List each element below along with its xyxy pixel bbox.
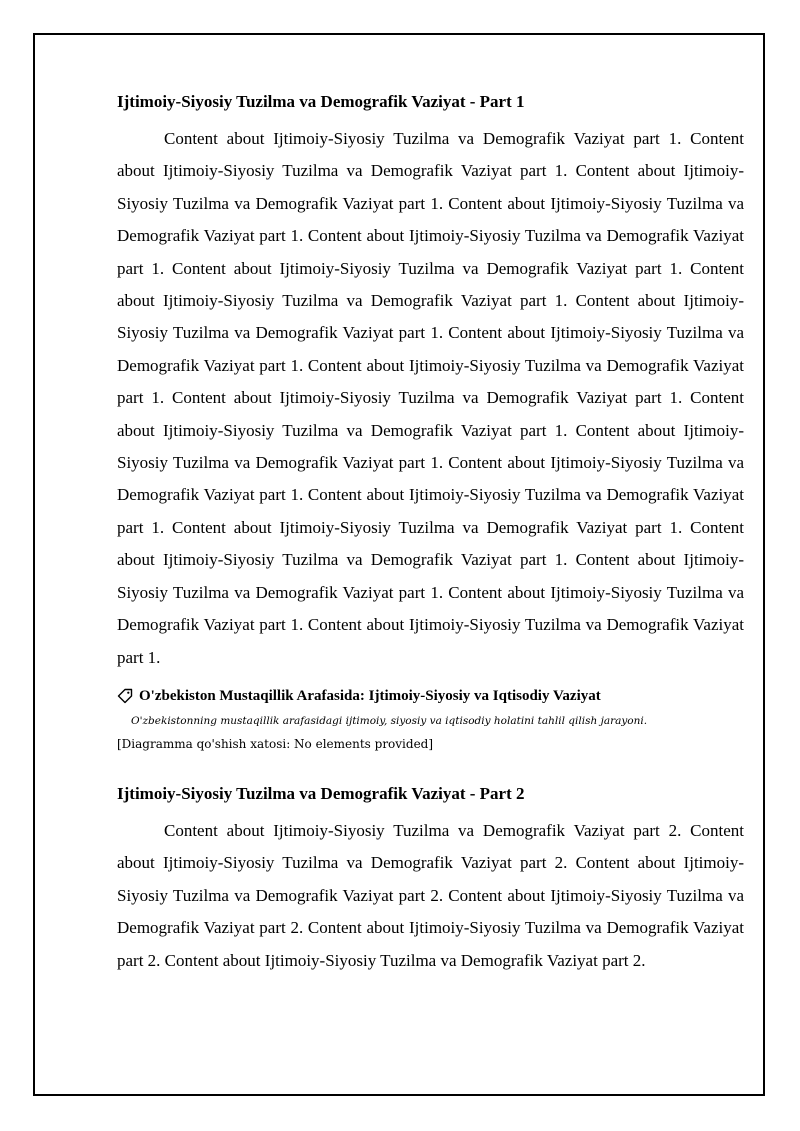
section-heading-part-2: Ijtimoiy-Siyosiy Tuzilma va Demografik Vaziyat - Part 2 <box>117 783 525 803</box>
section-heading-part-1: Ijtimoiy-Siyosiy Tuzilma va Demografik Vaziyat - Part 1 <box>117 92 525 111</box>
diagram-block <box>117 686 744 753</box>
diagram-description: O'zbekistonning mustaqillik arafasidagi ijtimoiy, siyosiy va iqtisodiy holatini tahlil qilish jarayoni. <box>131 714 648 727</box>
diagram-error-message: [Diagramma qo'shish xatosi: No elements provided] <box>117 736 434 751</box>
diagram-title-row <box>117 686 744 706</box>
section-paragraph-part-1: Content about Ijtimoiy-Siyosiy Tuzilma va Demografik Vaziyat part 1. Content about Ijtimoiy-Siyosiy Tuzilma va Demografik Vaziyat part 1. Content about Ijtimoiy-Siyosiy Tuzilma va Demografik Vaziyat part 1. Content about Ijtimoiy-Siyosiy Tuzilma va Demografik Vaziyat part 1. Content about Ijtimoiy-Siyosiy Tuzilma va Demografik Vaziyat part 1. Content about Ijtimoiy-Siyosiy Tuzilma va Demografik Vaziyat part 1. Content about Ijtimoiy-Siyosiy Tuzilma va Demografik Vaziyat part 1. Content about Ijtimoiy-Siyosiy Tuzilma va Demografik Vaziyat part 1. Content about Ijtimoiy-Siyosiy Tuzilma va Demografik Vaziyat part 1. Content about Ijtimoiy-Siyosiy Tuzilma va Demografik Vaziyat part 1. Content about Ijtimoiy-Siyosiy Tuzilma va Demografik Vaziyat part 1. Content about Ijtimoiy-Siyosiy Tuzilma va Demografik Vaziyat part 1. Content about Ijtimoiy-Siyosiy Tuzilma va Demografik Vaziyat part 1. Content about Ijtimoiy-Siyosiy Tuzilma va Demografik Vaziyat part 1. Content about Ijtimoiy-Siyosiy Tuzilma va Demografik Vaziyat part 1. Content about Ijtimoiy-Siyosiy Tuzilma va Demografik Vaziyat part 1. Content about Ijtimoiy-Siyosiy Tuzilma va Demografik Vaziyat part 1. Content about Ijtimoiy-Siyosiy Tuzilma va Demografik Vaziyat part 1. Content about Ijtimoiy-Siyosiy Tuzilma va Demografik Vaziyat part 1. Content about Ijtimoiy-Siyosiy Tuzilma va Demografik Vaziyat part 1. <box>117 129 744 667</box>
tag-icon <box>117 688 133 704</box>
document-content <box>117 91 744 977</box>
page-frame <box>33 33 765 1096</box>
section-paragraph-part-2: Content about Ijtimoiy-Siyosiy Tuzilma va Demografik Vaziyat part 2. Content about Ijtimoiy-Siyosiy Tuzilma va Demografik Vaziyat part 2. Content about Ijtimoiy-Siyosiy Tuzilma va Demografik Vaziyat part 2. Content about Ijtimoiy-Siyosiy Tuzilma va Demografik Vaziyat part 2. Content about Ijtimoiy-Siyosiy Tuzilma va Demografik Vaziyat part 2. Content about Ijtimoiy-Siyosiy Tuzilma va Demografik Vaziyat part 2. <box>117 820 744 970</box>
diagram-title: O'zbekiston Mustaqillik Arafasida: Ijtimoiy-Siyosiy va Iqtisodiy Vaziyat <box>139 687 601 704</box>
